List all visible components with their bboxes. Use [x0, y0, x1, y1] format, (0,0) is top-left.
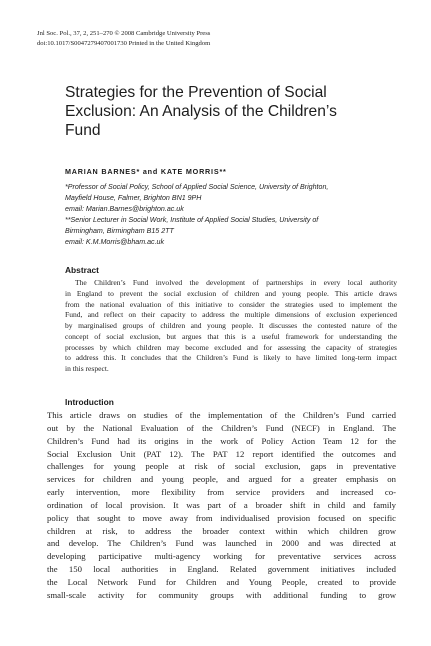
body-line: ordination of local provision. It was part of a broader shift in child and family [47, 499, 396, 510]
journal-citation: Jnl Soc. Pol., 37, 2, 251–270 © 2008 Cambridge University Press [37, 30, 211, 37]
introduction-heading: Introduction [65, 397, 114, 407]
body-line: challenges for young people at risk of social exclusion, gaps in preventative [47, 461, 396, 472]
body-line: the Local Network Fund for Children and Young People, created to provide [47, 576, 396, 587]
title-line: Exclusion: An Analysis of the Children’s [65, 103, 337, 120]
body-line: early intervention, more flexibility from service providers and increased co- [47, 487, 396, 498]
author-list: MARIAN BARNES* and KATE MORRIS** [65, 167, 227, 176]
title-line: Strategies for the Prevention of Social [65, 84, 327, 101]
abstract-line: from the national evaluation of this initiative to consider the strategies used to implement the [65, 299, 397, 309]
affiliation-line: email: K.M.Morris@bham.ac.uk [65, 237, 165, 246]
abstract-line: to address this. It concludes that the Children’s Fund is likely to have limited long-term impact [65, 353, 397, 363]
abstract-line: in England to prevent the social exclusion of children and young people. This article draws [65, 288, 397, 298]
body-line: Children’s Fund had its origins in the work of Policy Action Team 12 for the [47, 435, 396, 446]
body-line: children at risk, to address the broader context within which children grow [47, 525, 396, 536]
body-line: developing participative multi-agency working for preventative services across [47, 551, 396, 562]
abstract-line: by marginalised groups of children and young people. It discusses the contested nature of the [65, 321, 397, 330]
body-line: services for children and young people, and argued for a greater emphasis on [47, 474, 396, 485]
affiliation-line: email: Marian.Barnes@brighton.ac.uk [65, 204, 184, 213]
affiliations [65, 182, 395, 247]
article-title [65, 83, 395, 140]
abstract-line: processes by which children may become excluded and for assessing the capacity of strategies [65, 342, 397, 352]
doi-line: doi:10.1017/S0047279407001730 Printed in the United Kingdom [37, 39, 211, 47]
body-line: out by the National Evaluation of the Children’s Fund (NECF) in England. The [47, 422, 396, 433]
body-line: and develop. The Children’s Fund was launched in 2000 and was directed at [47, 538, 396, 549]
abstract-line: in this respect. [65, 364, 109, 373]
body-line: Social Exclusion Unit (PAT 12). The PAT 12 report identified the outcomes and [47, 448, 396, 459]
affiliation-line: *Professor of Social Policy, School of Applied Social Science, University of Brighton, [65, 183, 329, 191]
journal-header [37, 29, 210, 48]
abstract-line: concept of social exclusion, but argues that this is a useful framework for understanding the [65, 331, 397, 341]
body-line: policy that sought to move away from individualised provision focused on specific [47, 512, 396, 523]
affiliation-line: Birmingham, Birmingham B15 2TT [65, 226, 174, 235]
title-line: Fund [65, 122, 101, 139]
abstract-line: Fund, and reflect on their capacity to address the multiple dimensions of exclusion experienced [65, 310, 397, 320]
body-line: This article draws on studies of the implementation of the Children’s Fund carried [47, 410, 396, 420]
abstract-line: The Children’s Fund involved the development of partnerships in every local authority [75, 278, 397, 287]
abstract-heading: Abstract [65, 265, 99, 275]
affiliation-line: Mayfield House, Falmer, Brighton BN1 9PH [65, 193, 202, 202]
abstract-text [65, 278, 397, 375]
body-line: the 150 local authorities in England. Related government initiatives included [47, 564, 396, 575]
body-line: small-scale activity for community groups with additional funding to grow [47, 589, 396, 600]
introduction-text [47, 409, 396, 602]
affiliation-line: **Senior Lecturer in Social Work, Institute of Applied Social Studies, University of [65, 215, 319, 224]
